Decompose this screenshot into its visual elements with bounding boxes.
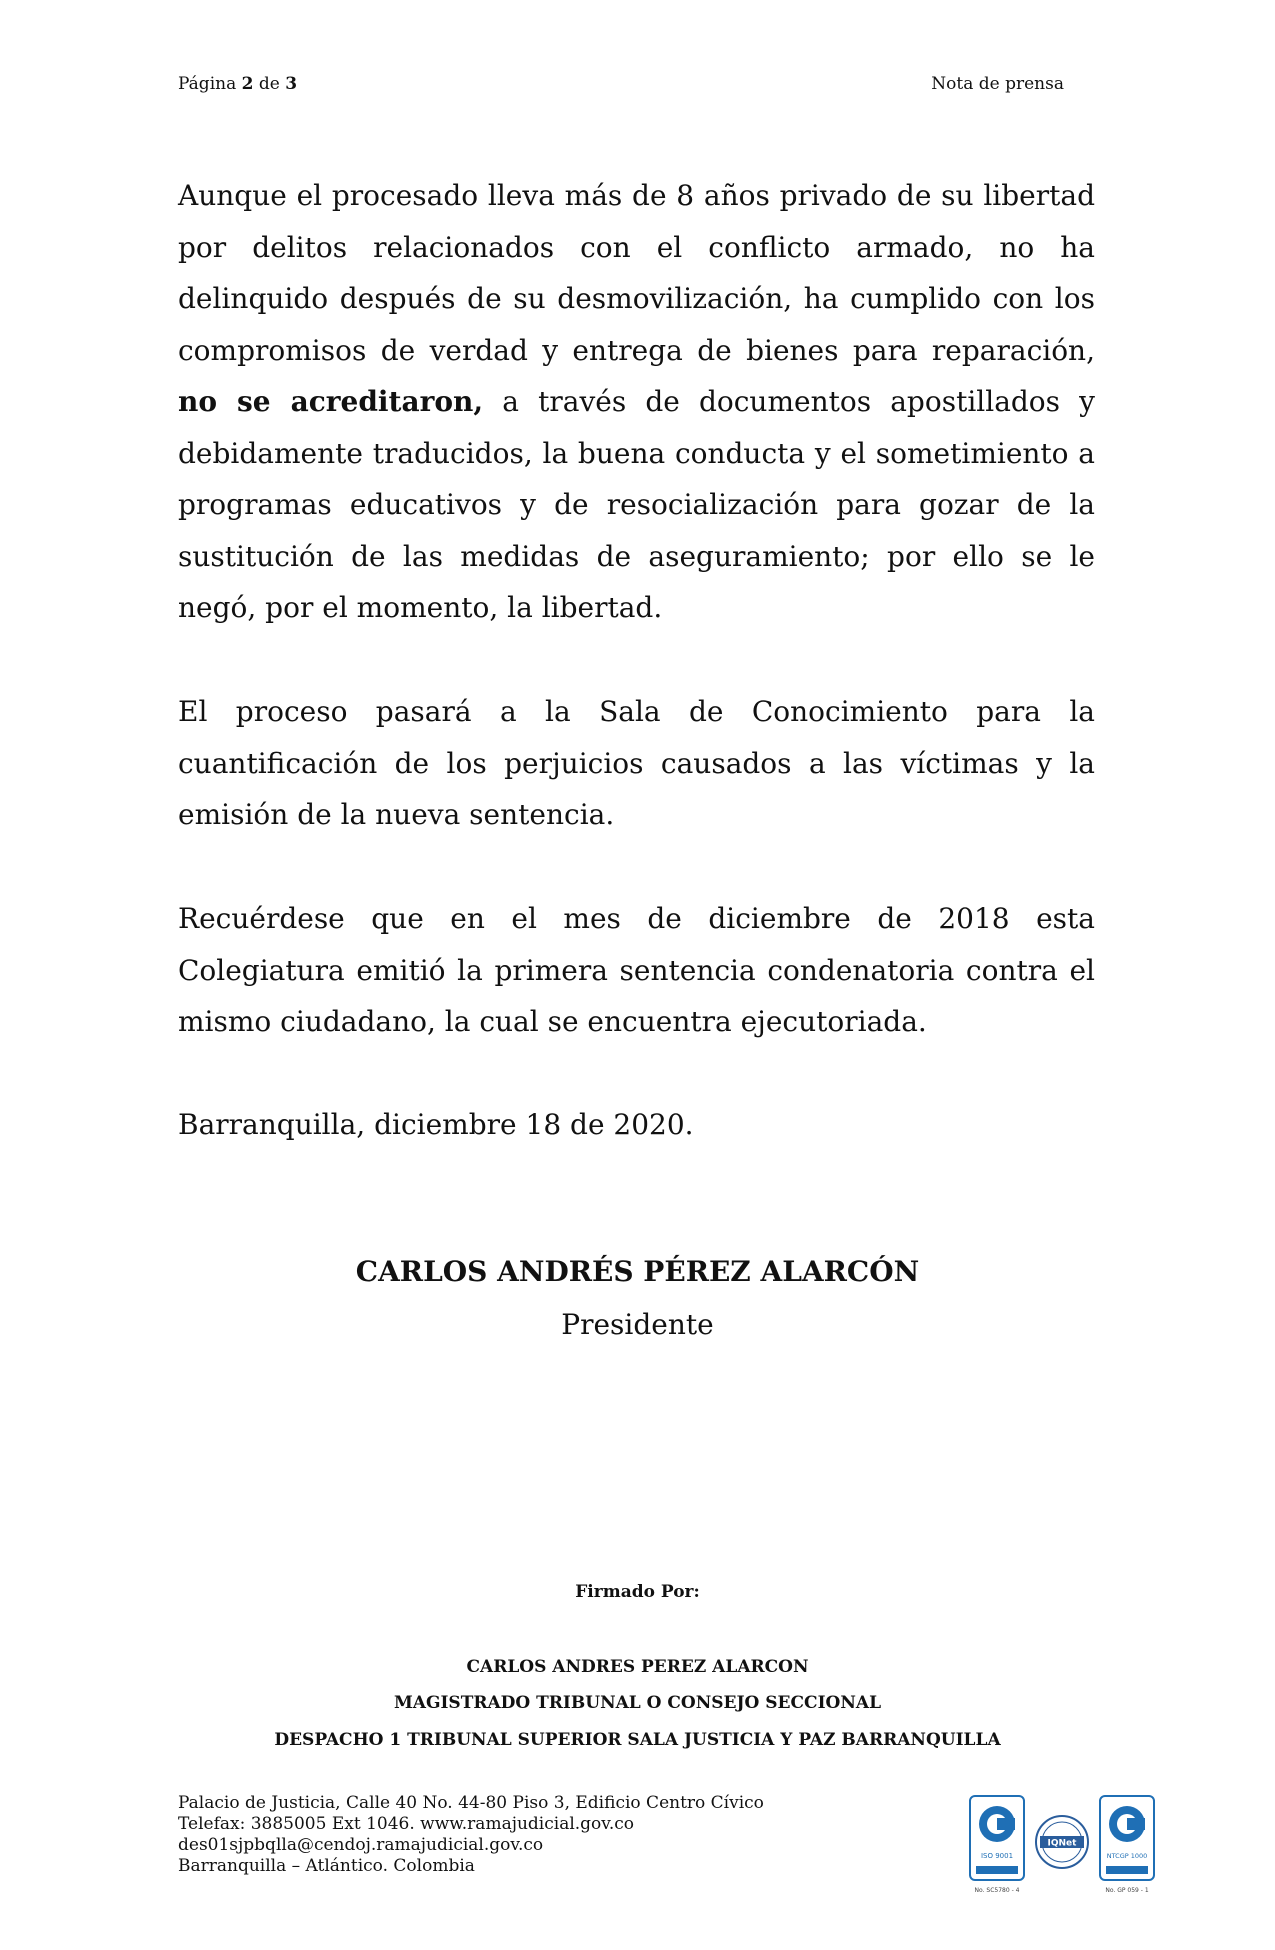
page-number: Página 2 de 3	[178, 74, 298, 94]
certification-logos	[968, 1790, 1156, 1898]
ntcgp-1000-logo-icon	[1100, 1796, 1154, 1894]
footer-email-line: des01sjpbqlla@cendoj.ramajudicial.gov.co	[178, 1835, 544, 1855]
iso-9001-logo-icon	[970, 1796, 1024, 1894]
svg-text:ISO 9001: ISO 9001	[980, 1852, 1014, 1860]
iqnet-logo-icon	[1036, 1816, 1088, 1868]
signer-name: CARLOS ANDRÉS PÉREZ ALARCÓN	[355, 1255, 920, 1288]
svg-text:IQNet: IQNet	[1047, 1838, 1077, 1849]
paragraph-3: Recuérdese que en el mes de diciembre de 2018 esta Colegiatura emitió la primera sentencia condenatoria contra el mismo ciudadano, la cual se encuentra ejecutoriada.	[178, 902, 1095, 1038]
footer-city-line: Barranquilla – Atlántico. Colombia	[178, 1856, 475, 1876]
place-date: Barranquilla, diciembre 18 de 2020.	[178, 1108, 694, 1141]
document-type: Nota de prensa	[931, 74, 1064, 94]
signed-by-label: Firmado Por:	[575, 1582, 700, 1602]
svg-text:No. SC5780 - 4: No. SC5780 - 4	[974, 1887, 1020, 1894]
footer-phone-line: Telefax: 3885005 Ext 1046. www.ramajudicial.gov.co	[178, 1814, 635, 1834]
footer-address-line: Palacio de Justicia, Calle 40 No. 44-80 Piso 3, Edificio Centro Cívico	[178, 1793, 764, 1813]
paragraph-1: Aunque el procesado lleva más de 8 años privado de su libertad por delitos relacionados con el conflicto armado, no ha delinquido después de su desmovilización, ha cumplido con los compromisos de verdad y entrega de bienes para reparación, no se acreditaron, a través de documentos apostillados y debidamente traducidos, la buena conducta y el sometimiento a programas educativos y de resocialización para gozar de la sustitución de las medidas de aseguramiento; por ello se le negó, por el momento, la libertad.	[178, 179, 1095, 624]
svg-text:No. GP 059 - 1: No. GP 059 - 1	[1105, 1887, 1149, 1894]
signer-title: Presidente	[561, 1308, 714, 1341]
footer-contact	[178, 1793, 764, 1877]
signature-office: DESPACHO 1 TRIBUNAL SUPERIOR SALA JUSTICIA Y PAZ BARRANQUILLA	[274, 1730, 1001, 1750]
signature-role: MAGISTRADO TRIBUNAL O CONSEJO SECCIONAL	[393, 1693, 882, 1713]
signature-name: CARLOS ANDRES PEREZ ALARCON	[466, 1657, 809, 1677]
svg-text:NTCGP 1000: NTCGP 1000	[1106, 1852, 1148, 1860]
bold-phrase: no se acreditaron,	[178, 385, 484, 418]
page-header	[178, 74, 1064, 94]
paragraph-2: El proceso pasará a la Sala de Conocimiento para la cuantificación de los perjuicios causados a las víctimas y la emisión de la nueva sentencia.	[178, 695, 1095, 831]
